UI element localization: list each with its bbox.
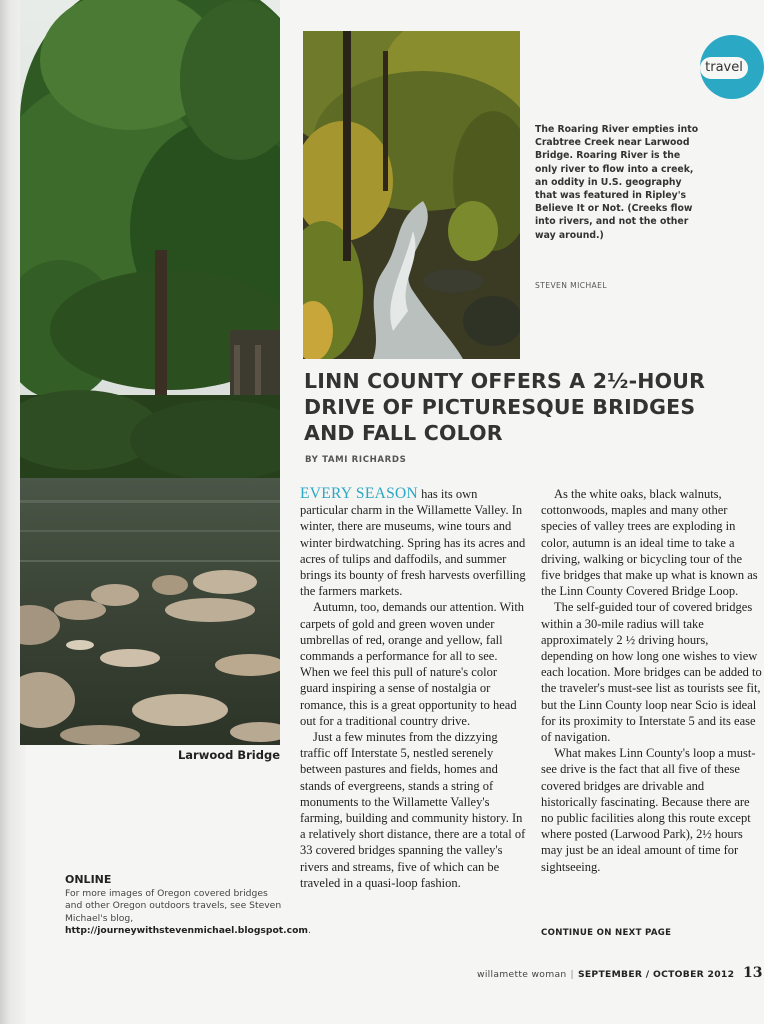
continue-next-page: CONTINUE ON NEXT PAGE <box>541 928 672 938</box>
online-sidebar <box>65 873 311 938</box>
section-tab <box>700 35 764 99</box>
article-column-left <box>300 486 526 891</box>
lead-in: EVERY SEASON <box>300 485 418 502</box>
article-paragraph: The self-guided tour of covered bridges within a 30-mile radius will take approximately 2 ½ driving hours, depending on how long one wishes to view each location. More bridges can be added to the traveler's must-see list as tourists see fit, but the Linn County loop near Scio is ideal for its proximity to Interstate 5 and its ease of navigation. <box>541 600 762 745</box>
page-number: 13 <box>743 965 763 981</box>
online-description: For more images of Oregon covered bridges and other Oregon outdoors travels, see Steven Michael's blog, <box>65 888 282 924</box>
article-paragraph: Just a few minutes from the dizzying traffic off Interstate 5, nestled serenely between pastures and fields, homes and stands of evergreens, stands a string of monuments to the Willamette Valley's farming, building and community history. In a relatively short distance, there are a total of 33 covered bridges spanning the valley's rivers and streams, five of which can be traveled in a quasi-loop fashion. <box>300 730 526 890</box>
blog-link[interactable]: http://journeywithstevenmichael.blogspot.com <box>65 925 308 937</box>
photo-credit: STEVEN MICHAEL <box>535 281 607 290</box>
article-headline: LINN COUNTY OFFERS A 2½-HOUR DRIVE OF PICTURESQUE BRIDGES AND FALL COLOR <box>304 369 706 445</box>
online-text <box>65 888 311 938</box>
larwood-bridge-photo <box>20 0 280 745</box>
roaring-river-photo <box>303 31 520 359</box>
article-paragraph <box>300 486 526 599</box>
article-paragraph: What makes Linn County's loop a must-see drive is the fact that all five of these covered bridges are drivable and historically fascinating. Because there are no public facilities along this route except where posted (Larwood Park), 2½ hours may just be an ideal amount of time for sightseeing. <box>541 746 756 874</box>
online-title: ONLINE <box>65 873 112 886</box>
publication-name: willamette woman <box>477 969 567 980</box>
article-column-right <box>541 486 763 875</box>
online-text-end: . <box>307 925 311 937</box>
larwood-caption: Larwood Bridge <box>177 748 280 762</box>
page-footer <box>477 969 734 980</box>
footer-separator: | <box>570 969 574 980</box>
paragraph-text: has its own particular charm in the Willamette Valley. In winter, there are museums, wine tours and winter birdwatching. Spring has its acres and acres of tulips and daffodils, and summer brings its bounty of fresh harvests overfilling the farmers markets. <box>300 487 526 599</box>
section-tab-label: travel <box>700 57 748 79</box>
article-paragraph: Autumn, too, demands our attention. With carpets of gold and green woven under umbrellas of red, orange and yellow, fall commands a performance for all to see. When we feel this pull of nature's color guard inspiring a sense of nostalgia or romance, this is a great opportunity to head out for a traditional country drive. <box>300 600 525 728</box>
roaring-river-caption: The Roaring River empties into Crabtree Creek near Larwood Bridge. Roaring River is the only river to flow into a creek, an oddity in U.S. geography that was featured in Ripley's Believe It or Not. (Creeks flow into rivers, and not the other way around.) <box>535 124 699 241</box>
issue-date: SEPTEMBER / OCTOBER 2012 <box>577 969 735 980</box>
article-byline: BY TAMI RICHARDS <box>305 455 407 465</box>
article-paragraph: As the white oaks, black walnuts, cottonwoods, maples and many other species of valley trees are exploding in color, autumn is an ideal time to take a driving, walking or bicycling tour of the five bridges that make up what is known as the Linn County Covered Bridge Loop. <box>541 487 758 599</box>
